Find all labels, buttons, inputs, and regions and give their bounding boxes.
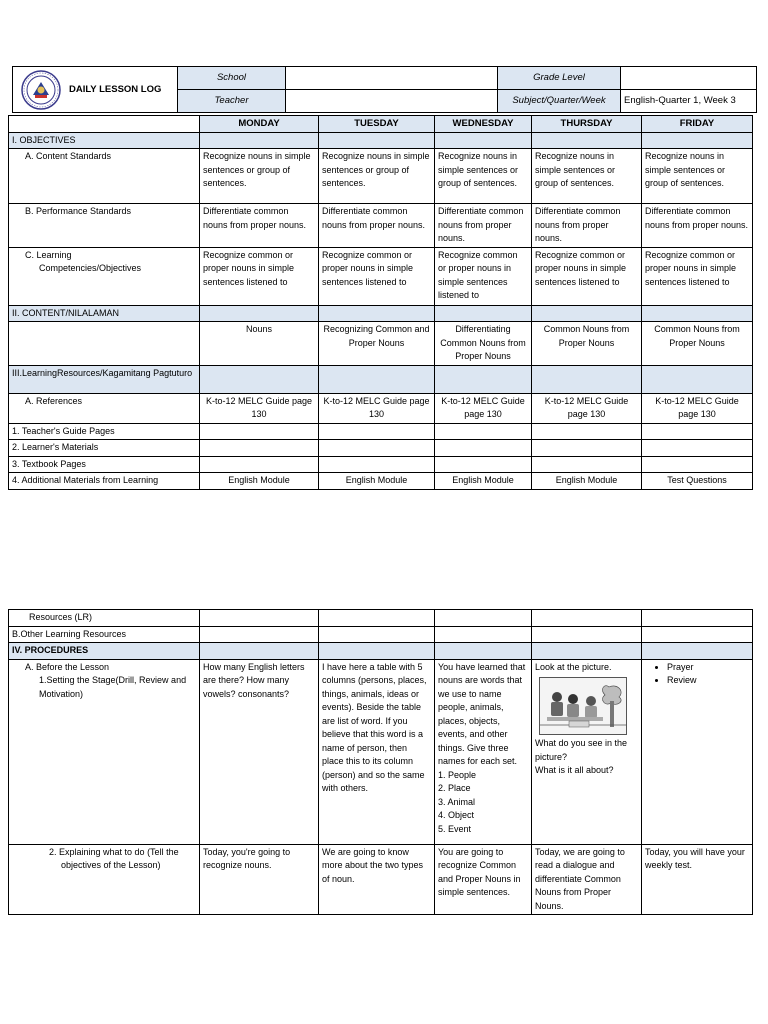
learner-materials-label: 2. Learner's Materials [9,440,200,457]
before-lesson-label [9,659,200,844]
additional-material-cell: English Module [200,473,319,490]
competency-cell: Recognize common or proper nouns in simple sentences listened to [435,247,532,305]
setting-stage-wednesday [435,659,532,844]
explaining-cell: Today, you will have your weekly test. [642,844,753,915]
wednesday-list-item: 3. Animal [438,796,476,807]
lesson-table-1 [8,115,753,490]
wednesday-list-item: 1. People [438,769,477,780]
wednesday-intro: You have learned that nouns are words that we use to name people, animals, places, objects, events, and other things. Give three names for each set. [438,661,526,766]
day-wednesday: WEDNESDAY [435,116,532,133]
additional-material-cell: English Module [435,473,532,490]
teacher-label: Teacher [178,90,286,113]
content-topic-cell: Recognizing Common and Proper Nouns [319,322,435,366]
reference-cell: K-to-12 MELC Guide page 130 [319,393,435,423]
content-topic-cell: Differentiating Common Nouns from Proper Nouns [435,322,532,366]
content-topic-spacer [9,322,200,366]
day-monday: MONDAY [200,116,319,133]
friday-list-item: • Review [667,674,749,688]
procedures-heading: IV. PROCEDURES [9,643,200,660]
other-resources-label: B.Other Learning Resources [9,626,200,643]
additional-materials-label: 4. Additional Materials from Learning [9,473,200,490]
competencies-label-line2: Competencies/Objectives [39,263,142,273]
explaining-cell: Today, we are going to read a dialogue and differentiate Common Nouns from Proper Nouns. [532,844,642,915]
performance-standard-cell: Differentiate common nouns from proper nouns. [532,204,642,248]
teacher-guide-label: 1. Teacher's Guide Pages [9,423,200,440]
additional-material-cell: English Module [532,473,642,490]
reference-cell: K-to-12 MELC Guide page 130 [435,393,532,423]
reference-cell: K-to-12 MELC Guide page 130 [200,393,319,423]
lesson-table-2 [8,609,753,915]
wednesday-list-item: 5. Event [438,823,472,834]
thursday-instruction: Look at the picture. [535,661,612,672]
competency-cell: Recognize common or proper nouns in simple sentences listened to [532,247,642,305]
grade-level-value[interactable] [621,67,757,90]
friday-list-item: • Prayer [667,661,749,675]
content-standard-cell: Recognize nouns in simple sentences or group of sentences. [200,149,319,204]
content-standard-cell: Recognize nouns in simple sentences or group of sentences. [319,149,435,204]
page-title: DAILY LESSON LOG [69,83,162,95]
content-standard-cell: Recognize nouns in simple sentences or group of sentences. [532,149,642,204]
content-topic-cell: Common Nouns from Proper Nouns [642,322,753,366]
subject-label: Subject/Quarter/Week [498,90,621,113]
additional-materials-label-cont: Resources (LR) [9,610,200,627]
teacher-value[interactable] [286,90,498,113]
thursday-question: What is it all about? [535,765,614,775]
performance-standard-cell: Differentiate common nouns from proper nouns. [200,204,319,248]
textbook-label: 3. Textbook Pages [9,456,200,473]
school-label: School [178,67,286,90]
objectives-heading: I. OBJECTIVES [9,132,200,149]
performance-standards-label: B. Performance Standards [9,204,200,248]
content-topic-cell: Nouns [200,322,319,366]
setting-stage-thursday [532,659,642,844]
explaining-label: 2. Explaining what to do (Tell the objectives of the Lesson) [9,844,200,915]
before-lesson-line2: 1.Setting the Stage(Drill, Review and Motivation) [39,675,187,699]
day-thursday: THURSDAY [532,116,642,133]
additional-material-cell: English Module [319,473,435,490]
competency-cell: Recognize common or proper nouns in simple sentences listened to [200,247,319,305]
reference-cell: K-to-12 MELC Guide page 130 [532,393,642,423]
wednesday-list-item: 4. Object [438,810,475,820]
day-tuesday: TUESDAY [319,116,435,133]
header-table [12,66,757,113]
setting-stage-monday: How many English letters are there? How many vowels? consonants? [200,659,319,844]
competencies-label [9,247,200,305]
explaining-cell: You are going to recognize Common and Proper Nouns in simple sentences. [435,844,532,915]
wednesday-list-item: 2. Place [438,783,471,793]
references-label: A. References [9,393,200,423]
days-corner [9,116,200,133]
people-picture-icon [539,677,627,735]
content-standard-cell: Recognize nouns in simple sentences or group of sentences. [435,149,532,204]
school-value[interactable] [286,67,498,90]
content-topic-cell: Common Nouns from Proper Nouns [532,322,642,366]
day-friday: FRIDAY [642,116,753,133]
before-lesson-line1: A. Before the Lesson [25,661,110,672]
deped-seal-icon [21,70,61,110]
explaining-cell: We are going to know more about the two types of noun. [319,844,435,915]
competencies-label-line1: C. Learning [25,249,72,260]
performance-standard-cell: Differentiate common nouns from proper nouns. [435,204,532,248]
explaining-cell: Today, you're going to recognize nouns. [200,844,319,915]
content-standard-cell: Recognize nouns in simple sentences or group of sentences. [642,149,753,204]
performance-standard-cell: Differentiate common nouns from proper nouns. [319,204,435,248]
content-standards-label: A. Content Standards [9,149,200,204]
resources-heading: III.LearningResources/Kagamitang Pagtuturo [9,365,200,393]
logo-title-cell [13,67,178,113]
grade-level-label: Grade Level [498,67,621,90]
additional-material-cell: Test Questions [642,473,753,490]
performance-standard-cell: Differentiate common nouns from proper nouns. [642,204,753,248]
reference-cell: K-to-12 MELC Guide page 130 [642,393,753,423]
content-heading: II. CONTENT/NILALAMAN [9,305,200,322]
setting-stage-friday [642,659,753,844]
setting-stage-tuesday: I have here a table with 5 columns (persons, places, things, animals, ideas or events). Beside the table are list of word. If you believe that this word is a name of person, then place this to its column (person) and so the same with others. [319,659,435,844]
thursday-question: What do you see in the picture? [535,738,628,762]
competency-cell: Recognize common or proper nouns in simple sentences listened to [319,247,435,305]
competency-cell: Recognize common or proper nouns in simple sentences listened to [642,247,753,305]
subject-value[interactable]: English-Quarter 1, Week 3 [621,90,757,113]
